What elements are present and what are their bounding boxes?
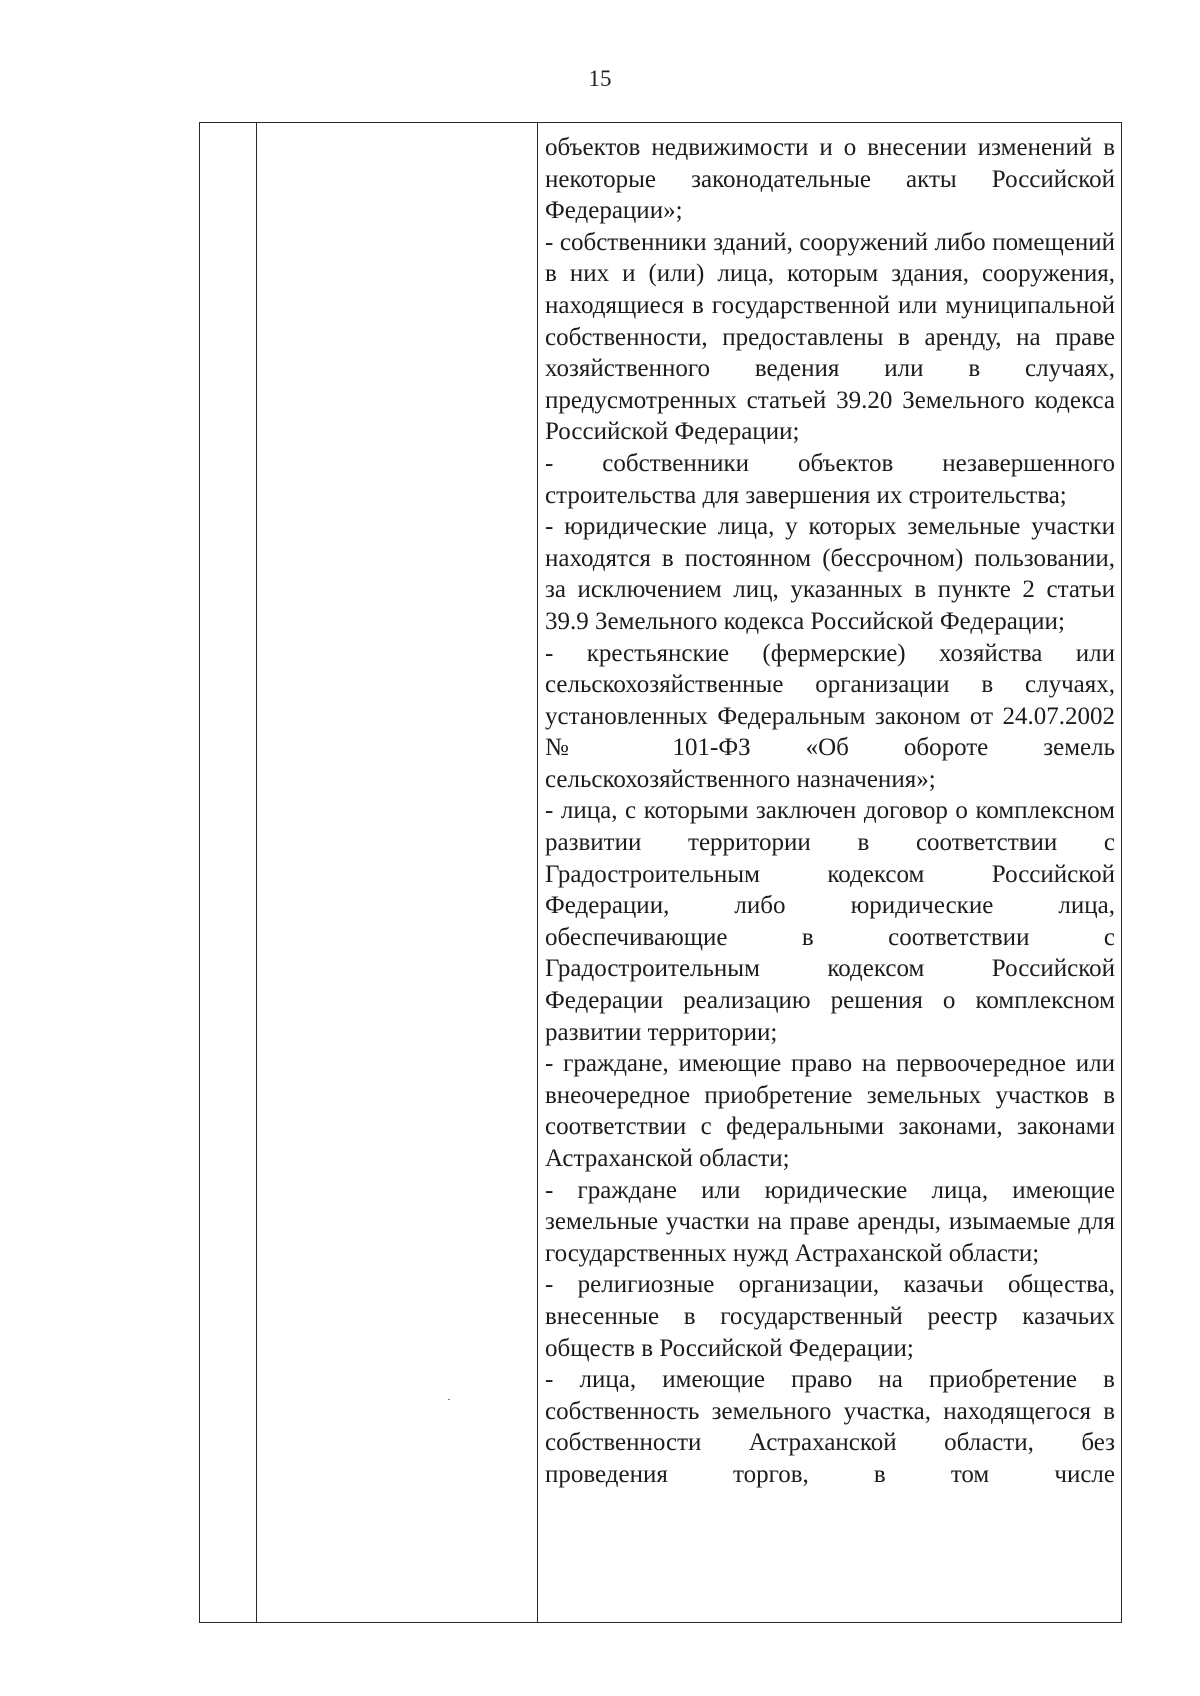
scan-speck bbox=[448, 1399, 450, 1400]
paragraph-9: - религиозные организации, казачьи общества, внесенные в государственный реестр казачьих обществ в Российской Федерации; bbox=[545, 1271, 1115, 1362]
paragraph-7: - граждане, имеющие право на первоочередное или внеочередное приобретение земельных участков в соответствии с федеральными законами, законами Астраханской области; bbox=[545, 1050, 1115, 1172]
column-divider-2 bbox=[537, 123, 538, 1622]
paragraph-3: - собственники объектов незавершенного строительства для завершения их строительства; bbox=[545, 449, 1115, 509]
paragraph-1: объектов недвижимости и о внесении изменений в некоторые законодательные акты Российской Федерации»; bbox=[545, 134, 1115, 225]
table-cell-text bbox=[545, 132, 1115, 1491]
page-number: 15 bbox=[588, 66, 612, 91]
document-table bbox=[199, 122, 1122, 1623]
paragraph-6: - лица, с которыми заключен договор о комплексном развитии территории в соответствии с Градостроительным кодексом Российской Федерации, либо юридические лица, обеспечивающие в соответствии с Градостроительным кодексом Российской Федерации реализацию решения о комплексном развитии территории; bbox=[545, 797, 1115, 1046]
paragraph-8: - граждане или юридические лица, имеющие земельные участки на праве аренды, изымаемые для государственных нужд Астраханской области; bbox=[545, 1176, 1115, 1267]
paragraph-5: - крестьянские (фермерские) хозяйства или сельскохозяйственные организации в случаях, установленных Федеральным законом от 24.07.2002 № 101-ФЗ «Об обороте земель сельскохозяйственного назначения»; bbox=[545, 639, 1115, 793]
paragraph-4: - юридические лица, у которых земельные участки находятся в постоянном (бессрочном) пользовании, за исключением лиц, указанных в пункте 2 статьи 39.9 Земельного кодекса Российской Федерации; bbox=[545, 513, 1115, 635]
column-divider-1 bbox=[256, 123, 257, 1622]
paragraph-10: - лица, имеющие право на приобретение в собственность земельного участка, находящегося в собственности Астраханской области, без проведения торгов, в том числе bbox=[545, 1366, 1115, 1488]
paragraph-2: - собственники зданий, сооружений либо помещений в них и (или) лица, которым здания, сооружения, находящиеся в государственной или муниципальной собственности, предоставлены в аренду, на праве хозяйственного ведения или в случаях, предусмотренных статьей 39.20 Земельного кодекса Российской Федерации; bbox=[545, 228, 1115, 446]
